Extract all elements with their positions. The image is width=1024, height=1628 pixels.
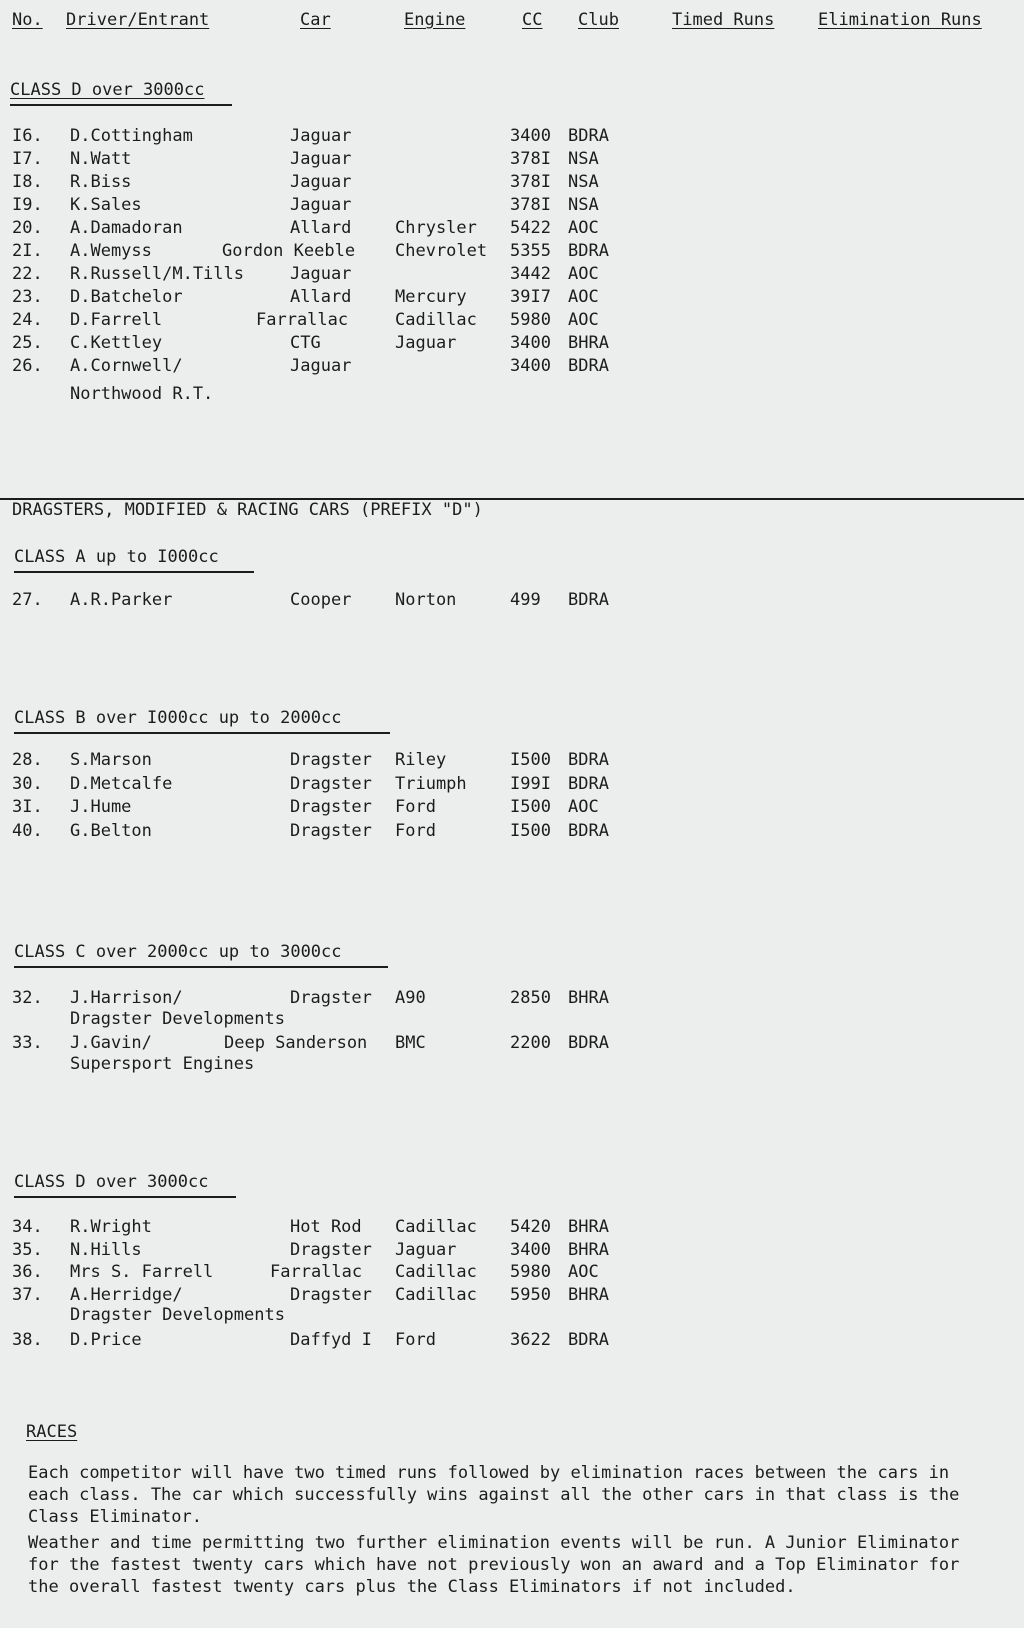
entry-car: Dragster — [290, 750, 372, 770]
entry-driver: R.Wright — [70, 1217, 152, 1237]
section-rule — [14, 732, 390, 734]
entry-number: I9. — [12, 195, 43, 215]
entry-driver-line2: Dragster Developments — [70, 1008, 285, 1029]
entry-club: AOC — [568, 218, 599, 238]
entry-car: Jaguar — [290, 264, 352, 284]
entry-club: BHRA — [568, 1239, 609, 1260]
entry-club: AOC — [568, 264, 599, 284]
header-elimination-runs: Elimination Runs — [818, 10, 982, 30]
entry-number: 28. — [12, 750, 43, 770]
entry-cc: 499 — [510, 590, 541, 610]
entry-club: BDRA — [568, 126, 609, 146]
entry-driver: Mrs S. Farrell — [70, 1262, 214, 1282]
entry-car: Dragster — [290, 797, 372, 817]
entry-cc: I99I — [510, 773, 551, 794]
entry-engine: Cadillac — [395, 1217, 477, 1237]
entry-club: BDRA — [568, 820, 609, 841]
entry-number: 40. — [12, 820, 43, 841]
entry-car: Hot Rod — [290, 1217, 362, 1237]
header-timed-runs: Timed Runs — [672, 10, 775, 30]
entry-number: 33. — [12, 1033, 43, 1053]
entry-number: 23. — [12, 287, 43, 307]
entry-engine: Cadillac — [395, 310, 477, 330]
entry-driver: A.Herridge/ — [70, 1284, 183, 1305]
section-rule — [14, 966, 388, 968]
entry-cc: 3442 — [510, 264, 551, 284]
header-driver: Driver/Entrant — [66, 10, 210, 30]
entry-engine: Jaguar — [395, 333, 457, 353]
entry-car: Dragster — [290, 773, 372, 794]
entry-driver-line2: Supersport Engines — [70, 1053, 255, 1074]
entry-cc: 378I — [510, 172, 551, 192]
entry-driver: A.Wemyss — [70, 241, 152, 261]
entry-driver: A.Cornwell/ — [70, 356, 183, 376]
entry-cc: 5355 — [510, 241, 551, 261]
entry-cc: 39I7 — [510, 287, 551, 307]
entry-number: 37. — [12, 1284, 43, 1305]
entry-number: 22. — [12, 264, 43, 284]
entry-number: 38. — [12, 1329, 43, 1350]
entry-engine: Ford — [395, 797, 436, 817]
races-paragraph-1: Each competitor will have two timed runs followed by elimination races between the cars in each class. The car which successfully wins against all the other cars in that class is the Class Eliminator. — [28, 1463, 960, 1527]
entry-cc: 3400 — [510, 356, 551, 376]
entry-club: NSA — [568, 195, 599, 215]
entry-club: BDRA — [568, 241, 609, 261]
entry-driver: D.Farrell — [70, 310, 163, 330]
entry-club: BHRA — [568, 1284, 609, 1305]
entry-car: Cooper — [290, 590, 352, 610]
entry-cc: 5950 — [510, 1284, 551, 1305]
entry-cc: I500 — [510, 820, 551, 841]
dragsters-title: DRAGSTERS, MODIFIED & RACING CARS (PREFIX "D") — [12, 500, 483, 520]
entry-driver: C.Kettley — [70, 333, 163, 353]
entry-number: 24. — [12, 310, 43, 330]
entry-club: BHRA — [568, 988, 609, 1008]
header-cc: CC — [522, 10, 543, 30]
entry-engine: Cadillac — [395, 1284, 477, 1305]
entry-car: Dragster — [290, 988, 372, 1008]
entry-club: NSA — [568, 172, 599, 192]
entry-engine: Triumph — [395, 773, 467, 794]
entry-driver: K.Sales — [70, 195, 142, 215]
section-rule — [10, 104, 232, 106]
entry-driver: R.Russell/M.Tills — [70, 264, 244, 284]
entry-club: NSA — [568, 149, 599, 169]
entry-cc: 3400 — [510, 1239, 551, 1260]
entry-car: Jaguar — [290, 195, 352, 215]
saloon-class-d-title: CLASS D over 3000cc — [10, 80, 205, 100]
entry-cc: I500 — [510, 797, 551, 817]
entry-number: 32. — [12, 988, 43, 1008]
entry-number: 26. — [12, 356, 43, 376]
entry-engine: Cadillac — [395, 1262, 477, 1282]
entry-cc: 2200 — [510, 1033, 551, 1053]
header-engine: Engine — [404, 10, 466, 30]
entry-engine: Mercury — [395, 287, 467, 307]
entry-driver: G.Belton — [70, 820, 152, 841]
entry-car: Farrallac — [256, 310, 349, 330]
entry-driver: A.R.Parker — [70, 590, 173, 610]
entry-cc: 5420 — [510, 1217, 551, 1237]
entry-car: Daffyd I — [290, 1329, 372, 1350]
dragsters-class-a-title: CLASS A up to I000cc — [14, 547, 219, 567]
entry-driver: R.Biss — [70, 172, 132, 192]
entry-car: Dragster — [290, 1284, 372, 1305]
entry-cc: 5980 — [510, 1262, 551, 1282]
entry-cc: 5980 — [510, 310, 551, 330]
entry-driver: D.Batchelor — [70, 287, 183, 307]
entry-driver: N.Hills — [70, 1239, 142, 1260]
entry-club: AOC — [568, 287, 599, 307]
entry-car: Deep Sanderson — [224, 1033, 368, 1053]
entry-number: 35. — [12, 1239, 43, 1260]
entry-club: BDRA — [568, 750, 609, 770]
entry-engine: Ford — [395, 820, 436, 841]
entry-number: 3I. — [12, 797, 43, 817]
entry-engine: Chrysler — [395, 218, 477, 238]
entry-cc: I500 — [510, 750, 551, 770]
dragsters-class-b-title: CLASS B over I000cc up to 2000cc — [14, 708, 342, 728]
entry-club: BHRA — [568, 333, 609, 353]
entry-club: BDRA — [568, 590, 609, 610]
entry-car: CTG — [290, 333, 321, 353]
dragsters-class-d-title: CLASS D over 3000cc — [14, 1172, 209, 1192]
entry-number: I6. — [12, 126, 43, 146]
entry-driver: J.Harrison/ — [70, 988, 183, 1008]
entry-cc: 5422 — [510, 218, 551, 238]
entry-car: Jaguar — [290, 149, 352, 169]
entry-cc: 2850 — [510, 988, 551, 1008]
entry-cc: 378I — [510, 195, 551, 215]
entry-engine: Chevrolet — [395, 241, 488, 261]
entry-driver: J.Hume — [70, 797, 132, 817]
entry-driver: J.Gavin/ — [70, 1033, 152, 1053]
entry-club: AOC — [568, 1262, 599, 1282]
header-car: Car — [300, 10, 331, 30]
entry-driver: D.Price — [70, 1329, 142, 1350]
entry-car: Jaguar — [290, 356, 352, 376]
entry-number: 34. — [12, 1217, 43, 1237]
entry-club: BDRA — [568, 1329, 609, 1350]
entry-club: BDRA — [568, 773, 609, 794]
entry-club: BDRA — [568, 356, 609, 376]
entry-car: Allard — [290, 287, 352, 307]
section-rule — [14, 571, 254, 573]
entry-car: Gordon Keeble — [222, 241, 356, 261]
entry-car: Jaguar — [290, 126, 352, 146]
entry-number: 25. — [12, 333, 43, 353]
entry-driver: N.Watt — [70, 149, 132, 169]
races-title: RACES — [26, 1422, 78, 1442]
entry-club: AOC — [568, 310, 599, 330]
entry-cc: 3400 — [510, 126, 551, 146]
entry-number: I7. — [12, 149, 43, 169]
entry-number: 20. — [12, 218, 43, 238]
entry-engine: BMC — [395, 1033, 426, 1053]
entry-cc: 3400 — [510, 333, 551, 353]
entry-number: 2I. — [12, 241, 43, 261]
dragsters-class-c-title: CLASS C over 2000cc up to 3000cc — [14, 942, 342, 962]
entry-engine: Norton — [395, 590, 457, 610]
entry-car: Farrallac — [270, 1262, 363, 1282]
entry-cc: 378I — [510, 149, 551, 169]
races-paragraph-2: Weather and time permitting two further elimination events will be run. A Junior Eliminator for the fastest twenty cars which have not previously won an award and a Top Eliminator for the overall fastest twenty cars plus the Class Eliminators if not included. — [28, 1533, 960, 1597]
entry-number: 36. — [12, 1262, 43, 1282]
entry-car: Jaguar — [290, 172, 352, 192]
entry-club: BDRA — [568, 1033, 609, 1053]
entry-number: 27. — [12, 590, 43, 610]
entry-engine: Ford — [395, 1329, 436, 1350]
header-club: Club — [578, 10, 619, 30]
entry-club: BHRA — [568, 1217, 609, 1237]
entry-driver: D.Cottingham — [70, 126, 193, 146]
entry-car: Dragster — [290, 820, 372, 841]
entry-driver-line2: Northwood R.T. — [70, 384, 214, 404]
entry-engine: A90 — [395, 988, 426, 1008]
entry-number: I8. — [12, 172, 43, 192]
entry-driver-line2: Dragster Developments — [70, 1305, 285, 1325]
entry-cc: 3622 — [510, 1329, 551, 1350]
entry-number: 30. — [12, 773, 43, 794]
entry-car: Allard — [290, 218, 352, 238]
entry-engine: Riley — [395, 750, 447, 770]
header-no: No. — [12, 10, 43, 30]
entry-driver: A.Damadoran — [70, 218, 183, 238]
entry-engine: Jaguar — [395, 1239, 457, 1260]
entry-car: Dragster — [290, 1239, 372, 1260]
section-rule — [14, 1196, 236, 1198]
entry-driver: S.Marson — [70, 750, 152, 770]
entry-club: AOC — [568, 797, 599, 817]
entry-driver: D.Metcalfe — [70, 773, 173, 794]
